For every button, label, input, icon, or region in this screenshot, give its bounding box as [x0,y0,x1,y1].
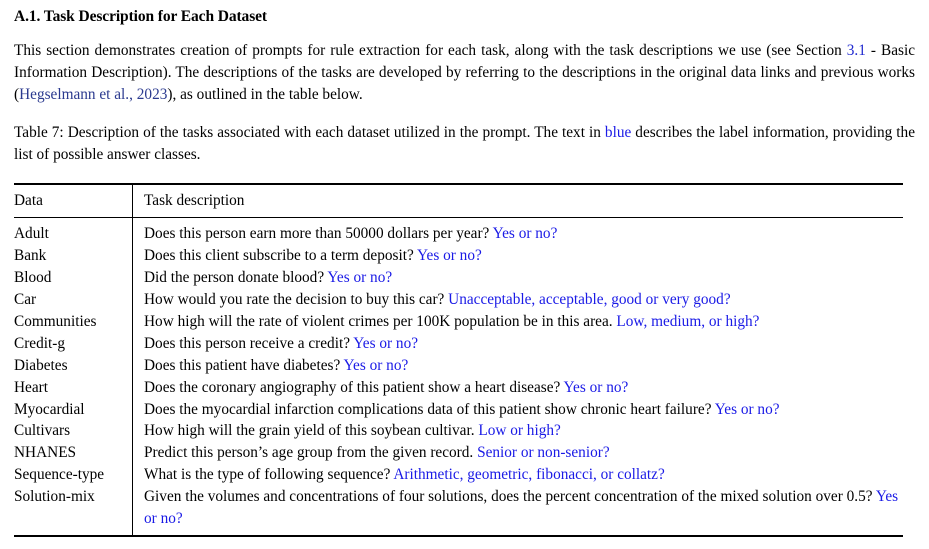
table-header-row [14,185,903,217]
table-row [14,311,903,333]
table-caption [14,122,915,165]
intro-text-part1: This section demonstrates creation of prompts for rule extraction for each task, along with the task descriptions we use (see Section [14,42,847,60]
table-row [14,399,903,421]
row-dataset-name: Blood [14,269,52,287]
row-question-text: Given the volumes and concentrations of four solutions, does the percent concentration of the mixed solution over 0.5? [144,488,873,506]
row-dataset-name: Communities [14,312,97,330]
row-answer-classes: Yes or no? [714,400,780,418]
row-answer-classes: Arithmetic, geometric, fibonacci, or collatz? [393,466,665,484]
table-row [14,420,903,442]
row-question-text: What is the type of following sequence? [144,466,391,484]
row-task-description [133,267,904,289]
row-dataset-name: Bank [14,247,47,265]
row-question-text: Predict this person’s age group from the given record. [144,444,474,462]
table-data-rows [14,218,903,535]
row-dataset-name: Cultivars [14,422,71,440]
table-rows-container [14,185,903,217]
header-cell-description: Task description [133,185,904,217]
row-answer-classes: Unacceptable, acceptable, good or very good? [448,290,731,308]
row-question-text: Does this person earn more than 50000 dollars per year? [144,225,490,243]
row-answer-classes: Yes or no? [563,378,629,396]
row-question-text: Does this patient have diabetes? [144,356,341,374]
section-heading: A.1. Task Description for Each Dataset [14,8,267,25]
row-answer-classes: Yes or no? [353,334,419,352]
row-question-text: Did the person donate blood? [144,269,325,287]
row-task-description [133,333,904,355]
table-row [14,464,903,486]
caption-blue-word: blue [604,124,632,142]
row-answer-classes: Yes or no? [343,356,409,374]
row-dataset-name: NHANES [14,444,77,462]
row-answer-classes: Low, medium, or high? [616,312,760,330]
table-row [14,289,903,311]
row-question-text: Does this person receive a credit? [144,334,350,352]
row-question-text: Does this client subscribe to a term deposit? [144,247,414,265]
row-task-description [133,218,904,245]
header-cell-data: Data [14,192,43,210]
table-row [14,377,903,399]
table-row [14,355,903,377]
row-answer-classes: Yes or no? [417,247,482,265]
intro-paragraph [14,40,915,105]
table-row [14,442,903,464]
row-question-text: How high will the rate of violent crimes per 100K population be in this area. [144,312,613,330]
row-dataset-name: Adult [14,225,49,243]
row-dataset-name: Sequence-type [14,466,105,484]
row-dataset-name: Heart [14,378,48,396]
row-task-description [133,399,904,421]
row-task-description [133,377,904,399]
table-data-section [14,218,903,535]
intro-text-part2: - Basic Information Description). The descriptions of the tasks are developed by referring to the descriptions in the original data links and previous works ( [14,42,915,103]
table-row [14,267,903,289]
row-task-description [133,442,904,464]
row-task-description [133,464,904,486]
caption-text-part2: describes the label information, providing the list of possible answer classes. [14,124,915,163]
section-reference-link[interactable]: 3.1 [846,42,866,60]
row-dataset-name: Diabetes [14,356,68,374]
intro-text-part3: ), as outlined in the table below. [167,85,363,103]
row-question-text: Does the myocardial infarction complications data of this patient show chronic heart failure? [144,400,712,418]
table-row [14,333,903,355]
row-task-description [133,245,904,267]
row-question-text: How would you rate the decision to buy this car? [144,290,445,308]
row-task-description [133,486,904,535]
row-dataset-name: Myocardial [14,400,85,418]
row-task-description [133,420,904,442]
row-task-description [133,311,904,333]
row-task-description [133,355,904,377]
table-row [14,245,903,267]
row-answer-classes: Senior or non-senior? [477,444,610,462]
row-task-description [133,289,904,311]
row-answer-classes: Yes or no? [144,488,899,528]
row-answer-classes: Yes or no? [327,269,393,287]
row-dataset-name: Solution-mix [14,488,95,506]
row-answer-classes: Low or high? [478,422,561,440]
row-answer-classes: Yes or no? [492,225,558,243]
row-question-text: Does the coronary angiography of this patient show a heart disease? [144,378,561,396]
table-row [14,486,903,535]
row-dataset-name: Car [14,290,37,308]
table-row [14,218,903,245]
table-bottom-rule [14,535,903,537]
citation-link[interactable]: Hegselmann et al., 2023 [19,85,168,103]
caption-text-part1: Table 7: Description of the tasks associated with each dataset utilized in the prompt. The text in [14,124,605,142]
row-question-text: How high will the grain yield of this soybean cultivar. [144,422,475,440]
task-description-table [14,183,903,537]
table-body [14,185,903,217]
row-dataset-name: Credit-g [14,334,65,352]
